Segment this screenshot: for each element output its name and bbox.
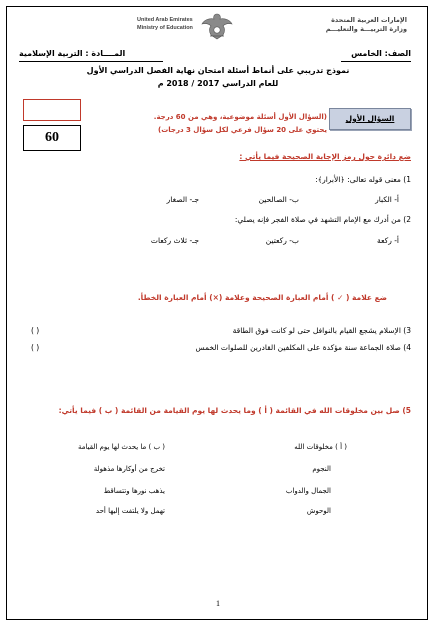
section1-button: [329, 108, 411, 130]
uae-emblem-icon: [200, 11, 234, 41]
statement-4-answer-bracket: ( ): [31, 343, 40, 352]
section3-instruction: 5) صل بين مخلوقات الله في القائمة ( أ ) وما يحدث لها يوم القيامة من القائمة ( ب ) فيما يأتي:: [58, 406, 411, 415]
match-col-a-item-3: الوحوش: [306, 507, 331, 515]
match-col-b-header: ( ب ) ما يحدث لها يوم القيامة: [78, 443, 165, 451]
match-col-a-header: ( أ ) مخلوقات الله: [294, 443, 347, 451]
match-col-b-item-2: يذهب نورها وتتساقط: [103, 487, 165, 495]
statement-4-text: 4) صلاة الجماعة سنة مؤكدة على المكلفين القادرين للصلوات الخمس: [195, 343, 411, 352]
question-2-option-b: ب- ركعتين: [265, 236, 299, 245]
statement-3-answer-bracket: ( ): [31, 326, 40, 335]
section2-instruction: ضع علامة ( ✓ ) أمام العبارة الصحيحة وعلامة (×) أمام العبارة الخطأ.: [137, 293, 387, 302]
question-1-option-b: ب- الصالحين: [258, 195, 299, 204]
question-2-text: 2) من أدرك مع الإمام التشهد في صلاة الفجر فإنه يصلي:: [234, 215, 411, 224]
page-number: 1: [216, 599, 220, 608]
subject-label: المــــادة : التربية الإسلامية: [19, 49, 126, 58]
statement-3-text: 3) الإسلام يشجع القيام بالنوافل حتى لو كانت فوق الطاقة: [232, 326, 411, 335]
subject-underline: [19, 61, 163, 62]
section1-instruction: ضع دائرة حول رمز الإجابة الصحيحة فيما يأتي :: [239, 152, 411, 161]
question-1-text: 1) معنى قوله تعالى: ﴿الأبرار﴾:: [315, 175, 411, 184]
question-2-option-c: جـ- ثلاث ركعات: [150, 236, 199, 245]
exam-title-line1: نموذج تدريبي على أنماط أسئلة امتحان نهاية الفصل الدراسي الأول: [86, 66, 350, 75]
section1-button-label: السؤال الأول: [345, 114, 395, 123]
question-1-option-a: أ- الكبار: [375, 195, 399, 204]
ministry-name-ar-line1: الإمارات العربية المتحدة: [331, 16, 407, 24]
match-col-b-item-1: تخرج من أوكارها مذهولة: [93, 465, 165, 473]
section1-note-line2: يحتوي على 20 سؤال فرعي لكل سؤال 3 درجات): [158, 126, 327, 134]
grade-underline: [341, 61, 411, 62]
question-2-option-a: أ- ركعة: [376, 236, 399, 245]
exam-page: [6, 6, 428, 620]
total-score-box: 60: [23, 125, 81, 151]
question-1-option-c: جـ- الصغار: [166, 195, 199, 204]
student-score-box: [23, 99, 81, 121]
match-col-b-item-3: تهمل ولا يلتفت إليها أحد: [95, 507, 165, 515]
match-col-a-item-2: الجمال والدواب: [285, 487, 331, 495]
match-col-a-item-1: النجوم: [312, 465, 331, 473]
ministry-name-ar-line2: وزارة التربيـــة والتعليـــم: [325, 25, 407, 33]
ministry-name-en-line2: Ministry of Education: [137, 25, 193, 31]
grade-label: الصف: الخامس: [351, 49, 411, 58]
exam-title-line2: للعام الدراسي 2017 / 2018 م: [157, 79, 279, 88]
section1-note-line1: (السؤال الأول أسئلة موضوعية، وهي من 60 درجة.: [153, 113, 327, 121]
ministry-name-en-line1: United Arab Emirates: [137, 17, 193, 23]
